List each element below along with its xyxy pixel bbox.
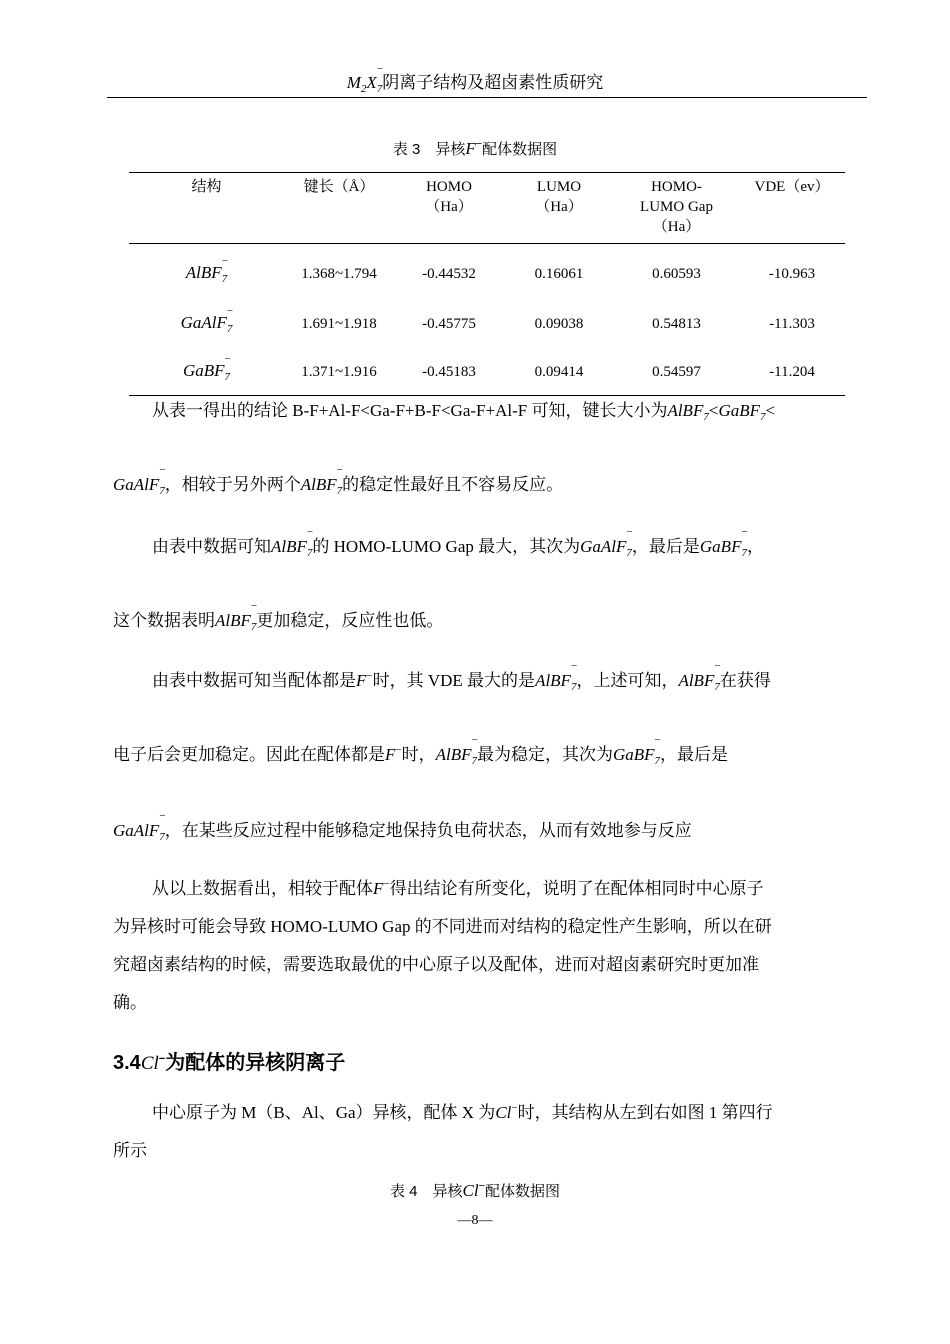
th-vde: [739, 173, 845, 244]
f-sub: 7: [159, 831, 165, 843]
p3-text-i: ，在某些反应过程中能够稳定地保持负电荷状态，从而有效地参与反应: [164, 821, 692, 840]
p4-line1: [152, 874, 764, 899]
table3-caption-prefix: 表 3 异核: [392, 141, 466, 158]
p5-text-c: 时，其结构从左到右如图 1 第四行: [517, 1103, 773, 1122]
f-sub: 7: [703, 411, 709, 423]
f-gaal: GaAlF: [113, 821, 160, 840]
section-ligand: Cl: [140, 1053, 159, 1074]
cell-gap: 0.60593: [652, 265, 701, 282]
th-structure-label: 结构: [191, 179, 222, 195]
f-sup: −: [250, 600, 258, 612]
f-sub: 7: [714, 681, 720, 693]
table4-caption-prefix: 表 4 异核: [389, 1183, 463, 1200]
section-heading: [113, 1046, 345, 1075]
p2-text-e: 这个数据表明: [113, 611, 215, 630]
f-sub: 7: [654, 755, 661, 767]
th-lumo-l1: LUMO: [536, 179, 582, 195]
header-rule: [107, 97, 867, 98]
th-lumo: [504, 173, 614, 244]
f-sub: 7: [306, 547, 313, 559]
p2-line1: [152, 526, 764, 559]
th-homo-l2: （Ha）: [425, 199, 473, 215]
p1-line2: [113, 464, 564, 497]
f-alb: AlBF: [535, 671, 571, 690]
header-formula-sub1: 2: [360, 83, 367, 95]
f-sup: −: [336, 464, 343, 476]
p3-line2: [113, 734, 729, 767]
cell-lumo: 0.09038: [534, 315, 584, 332]
cell-vde: -11.204: [739, 349, 845, 396]
table3: [129, 172, 845, 396]
f-sup: −: [383, 878, 390, 890]
f-gab: GaBF: [699, 537, 742, 556]
table4-caption: [0, 1180, 950, 1201]
th-bond-label: 键长（Å）: [303, 179, 375, 195]
section-number: 3.4: [113, 1052, 141, 1074]
cell-vde: -11.303: [769, 315, 815, 332]
f-gaal: GaAlF: [580, 537, 627, 556]
f-alb: AlBF: [435, 745, 472, 764]
p3-text-d: 在获得: [719, 671, 771, 690]
p4-line2: 为异核时可能会导致 HOMO-LUMO Gap 的不同进而对结构的稳定性产生影响，所以在研: [113, 917, 772, 936]
table-row: [129, 349, 845, 396]
f-sup: −: [159, 810, 166, 822]
formula-sup: −: [221, 255, 228, 267]
p1-text-c: 的稳定性最好且不容易反应。: [342, 475, 564, 494]
f-sup: −: [471, 734, 478, 746]
cell-formula: [129, 299, 284, 349]
f-alb: AlBF: [215, 611, 251, 630]
th-gap-l2: LUMO Gap: [640, 199, 713, 215]
table-row: [129, 244, 845, 300]
p2-line2: [113, 600, 444, 633]
cell-homo: -0.45183: [394, 349, 504, 396]
p2-text-d: ，: [746, 537, 764, 556]
cell-bond: 1.371~1.916: [284, 349, 394, 396]
f-sub: 7: [471, 755, 477, 767]
table3-caption-sup: −: [475, 138, 483, 150]
f-sup: −: [366, 670, 373, 682]
th-vde-label: VDE（ev）: [754, 179, 830, 195]
header-formula-sub2: 7: [376, 83, 383, 95]
th-bond-length: [284, 173, 394, 244]
cell-formula: [129, 244, 284, 300]
f-gab: GaBF: [613, 745, 655, 764]
formula-text: GaAlF: [180, 313, 227, 332]
p3-text-a: 由表中数据可知当配体都是: [152, 671, 356, 690]
formula-sup: −: [224, 353, 231, 365]
section-sup: −: [158, 1053, 166, 1065]
p3-text-f: 时，: [401, 745, 436, 764]
p4-line3: 究超卤素结构的时候，需要选取最优的中心原子以及配体，进而对超卤素研究时更加准: [113, 955, 759, 974]
p4-text-b: 得出结论有所变化，说明了在配体相同时中心原子: [389, 879, 764, 898]
f-sup: −: [703, 390, 710, 402]
p5-ligand: Cl: [495, 1103, 512, 1122]
f-sub: 7: [626, 547, 632, 559]
f-alb: AlBF: [300, 475, 337, 494]
p2-text-b: 的 HOMO-LUMO Gap 最大，其次为: [312, 537, 581, 556]
p5-sup: −: [511, 1102, 518, 1114]
f-sup: −: [395, 744, 402, 756]
table3-header-row: [129, 173, 845, 244]
p3-text-c: ，上述可知，: [576, 671, 679, 690]
f-sub: 7: [759, 411, 766, 423]
formula-text: AlBF: [185, 263, 222, 282]
th-gap-l3: （Ha）: [652, 219, 701, 235]
p1-text-b: ，相较于另外两个: [164, 475, 301, 494]
cell-homo: -0.44532: [422, 265, 476, 282]
p5-line2: 所示: [113, 1141, 147, 1160]
f-sup: −: [570, 660, 578, 672]
formula-sub: 7: [226, 323, 233, 335]
cell-lumo: 0.09414: [504, 349, 614, 396]
p2-text-a: 由表中数据可知: [152, 537, 271, 556]
cell-bond: 1.368~1.794: [301, 265, 377, 282]
f-sup: −: [741, 526, 748, 538]
p3-text-h: ，最后是: [660, 745, 729, 764]
f-sub: 7: [159, 485, 165, 497]
cell-gap: 0.54813: [652, 315, 701, 332]
f-sub: 7: [570, 681, 577, 693]
p1-line1: [152, 390, 776, 423]
p3-text-b: 时，其 VDE 最大的是: [372, 671, 536, 690]
p3-line1: [152, 660, 771, 693]
page-number: —8—: [457, 1213, 493, 1228]
th-gap-l1: HOMO-: [651, 179, 702, 195]
f-alb: AlBF: [667, 401, 704, 420]
f-sub: 7: [741, 547, 747, 559]
f-gab: GaBF: [718, 401, 760, 420]
f-gaal: GaAlF: [113, 475, 160, 494]
formula-text: GaBF: [182, 361, 225, 380]
header-formula-sup: −: [376, 63, 383, 75]
p1-lt2: <: [765, 401, 776, 420]
table4-caption-ligand: Cl: [462, 1181, 479, 1200]
table4-caption-suffix: 配体数据图: [485, 1183, 561, 1200]
cell-formula: [129, 349, 284, 396]
th-gap: [614, 173, 739, 244]
running-header: [0, 63, 950, 95]
th-structure: [129, 173, 284, 244]
f-sup: −: [714, 660, 721, 672]
f-sub: 7: [250, 621, 257, 633]
p4-line4: 确。: [113, 993, 147, 1012]
header-formula-x: X: [366, 73, 377, 92]
p5-text-a: 中心原子为 M（B、Al、Ga）异核，配体 X 为: [152, 1103, 496, 1122]
section-title: 为配体的异核阴离子: [165, 1052, 346, 1074]
f-letter: F: [373, 879, 384, 898]
table4-caption-sup: −: [478, 1180, 485, 1192]
cell-lumo: 0.16061: [534, 265, 584, 282]
cell-gap: 0.54597: [614, 349, 739, 396]
p2-text-f: 更加稳定，反应性也低。: [256, 611, 444, 630]
table3-caption: [0, 138, 950, 159]
f-sup: −: [626, 526, 633, 538]
table-row: [129, 299, 845, 349]
th-homo-l1: HOMO: [426, 179, 472, 195]
header-formula-m: M: [346, 73, 361, 92]
table3-caption-suffix: 配体数据图: [482, 141, 558, 158]
f-alb: AlBF: [678, 671, 715, 690]
th-lumo-l2: （Ha）: [535, 199, 583, 215]
p1-text-a: 从表一得出的结论 B-F+Al-F<Ga-F+B-F<Ga-F+Al-F 可知，键长大小为: [152, 401, 668, 420]
th-homo: [394, 173, 504, 244]
f-alb: AlBF: [271, 537, 307, 556]
p4-text-a: 从以上数据看出，相较于配体: [152, 879, 373, 898]
p5-line1: [152, 1098, 773, 1123]
header-title: 阴离子结构及超卤素性质研究: [382, 73, 604, 92]
f-letter: F: [385, 745, 396, 764]
f-letter: F: [356, 671, 367, 690]
p3-text-e: 电子后会更加稳定。因此在配体都是: [113, 745, 385, 764]
p2-text-c: ，最后是: [631, 537, 700, 556]
formula-sub: 7: [221, 273, 228, 285]
table3-caption-ligand: F: [465, 139, 476, 158]
formula-sup: −: [226, 305, 234, 317]
f-sup: −: [759, 390, 767, 402]
f-sup: −: [306, 526, 314, 538]
p3-text-g: 最为稳定，其次为: [477, 745, 613, 764]
cell-vde: -10.963: [768, 265, 816, 282]
f-sup: −: [159, 464, 166, 476]
f-sup: −: [654, 734, 661, 746]
cell-bond: 1.691~1.918: [301, 315, 377, 332]
cell-homo: -0.45775: [422, 315, 476, 332]
p3-line3: [113, 810, 692, 843]
formula-sub: 7: [224, 371, 231, 383]
p1-lt1: <: [708, 401, 719, 420]
f-sub: 7: [336, 485, 343, 497]
